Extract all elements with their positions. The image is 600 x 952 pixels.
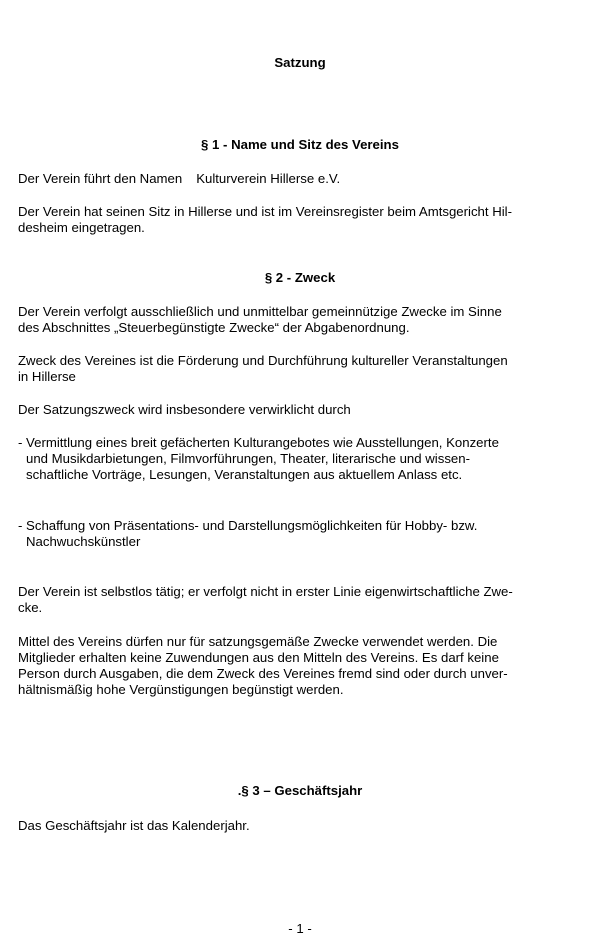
section-3-p1-line-1: Das Geschäftsjahr ist das Kalenderjahr. [18, 818, 250, 833]
bullet-2-line-2: Nachwuchskünstler [26, 534, 141, 549]
section-2-p7-line-2: Mitglieder erhalten keine Zuwendungen aus den Mitteln des Vereins. Es darf keine [18, 650, 499, 665]
bullet-1-line-3: schaftliche Vorträge, Lesungen, Veranstaltungen aus aktuellem Anlass etc. [26, 467, 463, 482]
bullet-presentation [18, 518, 477, 550]
section-2-p7-line-4: hältnismäßig hohe Vergünstigungen begünstigt werden. [18, 682, 344, 697]
association-name: Kulturverein Hillerse e.V. [196, 171, 341, 186]
section-2-p1-line-1: Der Verein verfolgt ausschließlich und unmittelbar gemeinnützige Zwecke im Sinne [18, 304, 502, 319]
section-2-heading: § 2 - Zweck [264, 270, 336, 285]
section-2-p2-line-1: Zweck des Vereines ist die Förderung und Durchführung kultureller Veranstaltungen [18, 353, 508, 368]
section-3-heading: .§ 3 – Geschäftsjahr [237, 783, 363, 798]
section-2-p7-line-1: Mittel des Vereins dürfen nur für satzungsgemäße Zwecke verwendet werden. Die [18, 634, 498, 649]
section-1-heading: § 1 - Name und Sitz des Vereins [201, 137, 399, 152]
section-2-p6-line-1: Der Verein ist selbstlos tätig; er verfolgt nicht in erster Linie eigenwirtschaftliche Zwe- [18, 584, 513, 599]
section-2-p7-line-3: Person durch Ausgaben, die dem Zweck des Vereines fremd sind oder durch unver- [18, 666, 508, 681]
section-1-seat-line-1: Der Verein hat seinen Sitz in Hillerse und ist im Vereinsregister beim Amtsgericht Hil- [18, 204, 512, 219]
bullet-culture-offer [18, 435, 499, 483]
name-lead-text: Der Verein führt den Namen [18, 171, 183, 186]
document-title: Satzung [274, 55, 326, 70]
section-1-seat-line-2: desheim eingetragen. [18, 220, 145, 235]
section-1-name-paragraph [18, 171, 340, 187]
bullet-1-line-2: und Musikdarbietungen, Filmvorführungen, Theater, literarische und wissen- [26, 451, 470, 466]
section-2-p1-line-2: des Abschnittes „Steuerbegünstigte Zwecke“ der Abgabenordnung. [18, 320, 410, 335]
section-2-p3-line-1: Der Satzungszweck wird insbesondere verwirklicht durch [18, 402, 351, 417]
page-number: - 1 - [288, 921, 312, 936]
section-2-p2-line-2: in Hillerse [18, 369, 76, 384]
bullet-1-line-1: - Vermittlung eines breit gefächerten Kulturangebotes wie Ausstellungen, Konzerte [18, 435, 499, 450]
bullet-2-line-1: - Schaffung von Präsentations- und Darstellungsmöglichkeiten für Hobby- bzw. [18, 518, 478, 533]
section-2-p6-line-2: cke. [18, 600, 43, 615]
